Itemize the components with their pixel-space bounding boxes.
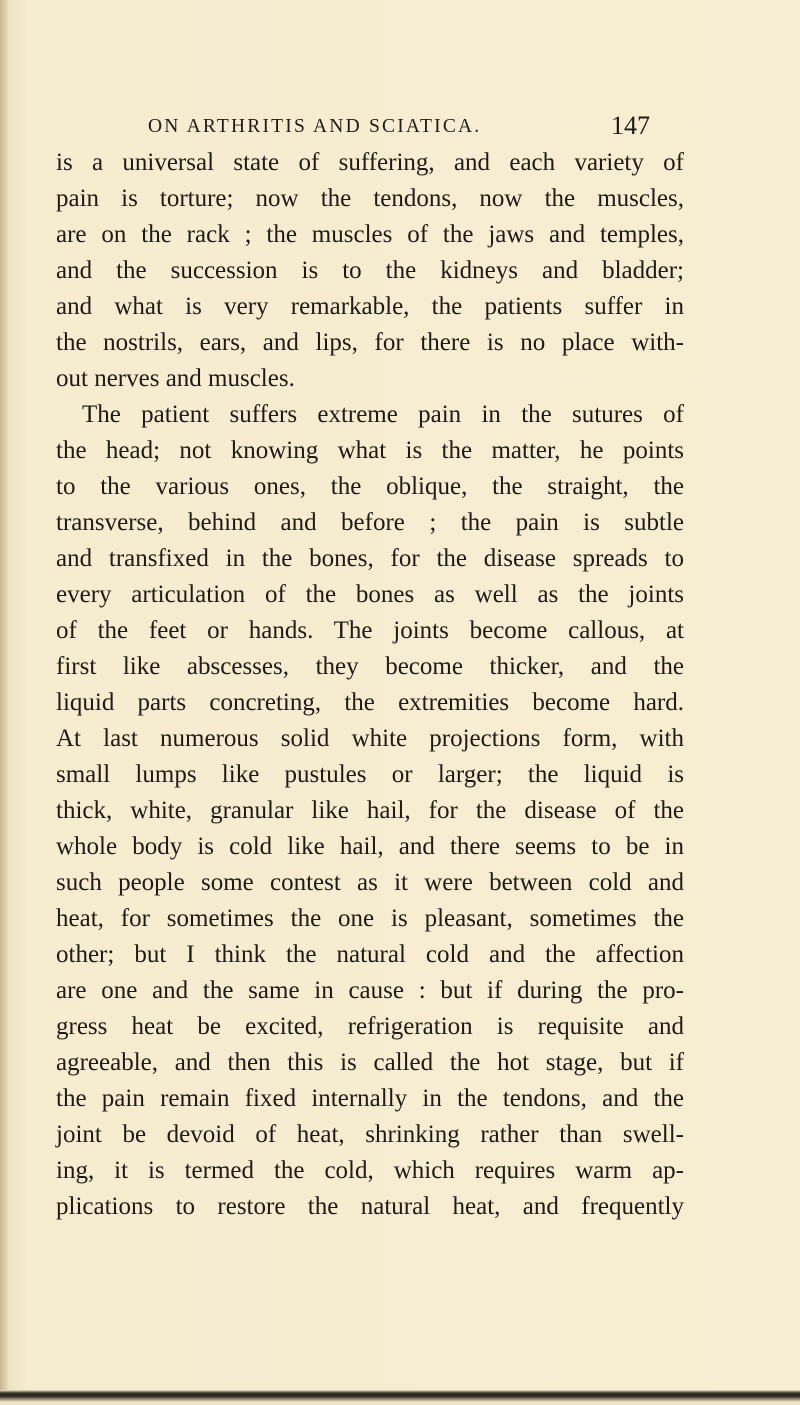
text-line: are one and the same in cause : but if during the pro-	[56, 977, 684, 1004]
text-line: At last numerous solid white projections form, with	[56, 725, 684, 752]
text-line: first like abscesses, they become thicker, and the	[56, 653, 684, 680]
page-number: 147	[611, 111, 650, 140]
text-line: transverse, behind and before ; the pain is subtle	[56, 509, 684, 536]
text-line: is a universal state of suffering, and each variety of	[56, 149, 684, 176]
text-line: and the succession is to the kidneys and bladder;	[56, 257, 684, 284]
text-line: other; but I think the natural cold and the affection	[56, 941, 684, 968]
text-line: The patient suffers extreme pain in the sutures of	[82, 401, 684, 428]
running-head	[148, 112, 650, 142]
running-head-title: ON ARTHRITIS AND SCIATICA.	[148, 116, 482, 137]
text-line: gress heat be excited, refrigeration is requisite and	[56, 1013, 684, 1040]
text-line: thick, white, granular like hail, for the disease of the	[56, 797, 684, 824]
text-line: whole body is cold like hail, and there seems to be in	[56, 833, 684, 860]
text-line: and transfixed in the bones, for the disease spreads to	[56, 545, 684, 572]
text-line: heat, for sometimes the one is pleasant, sometimes the	[56, 905, 684, 932]
text-line: agreeable, and then this is called the hot stage, but if	[56, 1049, 684, 1076]
text-line: ing, it is termed the cold, which requires warm ap-	[56, 1157, 684, 1184]
text-line: joint be devoid of heat, shrinking rather than swell-	[56, 1121, 684, 1148]
text-line: are on the rack ; the muscles of the jaws and temples,	[56, 221, 684, 248]
text-line: of the feet or hands. The joints become callous, at	[56, 617, 684, 644]
text-line: such people some contest as it were between cold and	[56, 869, 684, 896]
text-line: and what is very remarkable, the patients suffer in	[56, 293, 684, 320]
page-bottom-edge	[0, 1390, 800, 1405]
text-line: pain is torture; now the tendons, now the muscles,	[56, 185, 684, 212]
text-line: out nerves and muscles.	[56, 365, 295, 392]
text-line: to the various ones, the oblique, the straight, the	[56, 473, 684, 500]
text-line: small lumps like pustules or larger; the liquid is	[56, 761, 684, 788]
text-line: every articulation of the bones as well as the joints	[56, 581, 684, 608]
page-gutter-shadow	[0, 0, 8, 1405]
text-line: the head; not knowing what is the matter, he points	[56, 437, 684, 464]
text-line: plications to restore the natural heat, and frequently	[56, 1193, 684, 1220]
text-line: the nostrils, ears, and lips, for there is no place with-	[56, 329, 684, 356]
text-line: liquid parts concreting, the extremities become hard.	[56, 689, 684, 716]
text-line: the pain remain fixed internally in the tendons, and the	[56, 1085, 684, 1112]
